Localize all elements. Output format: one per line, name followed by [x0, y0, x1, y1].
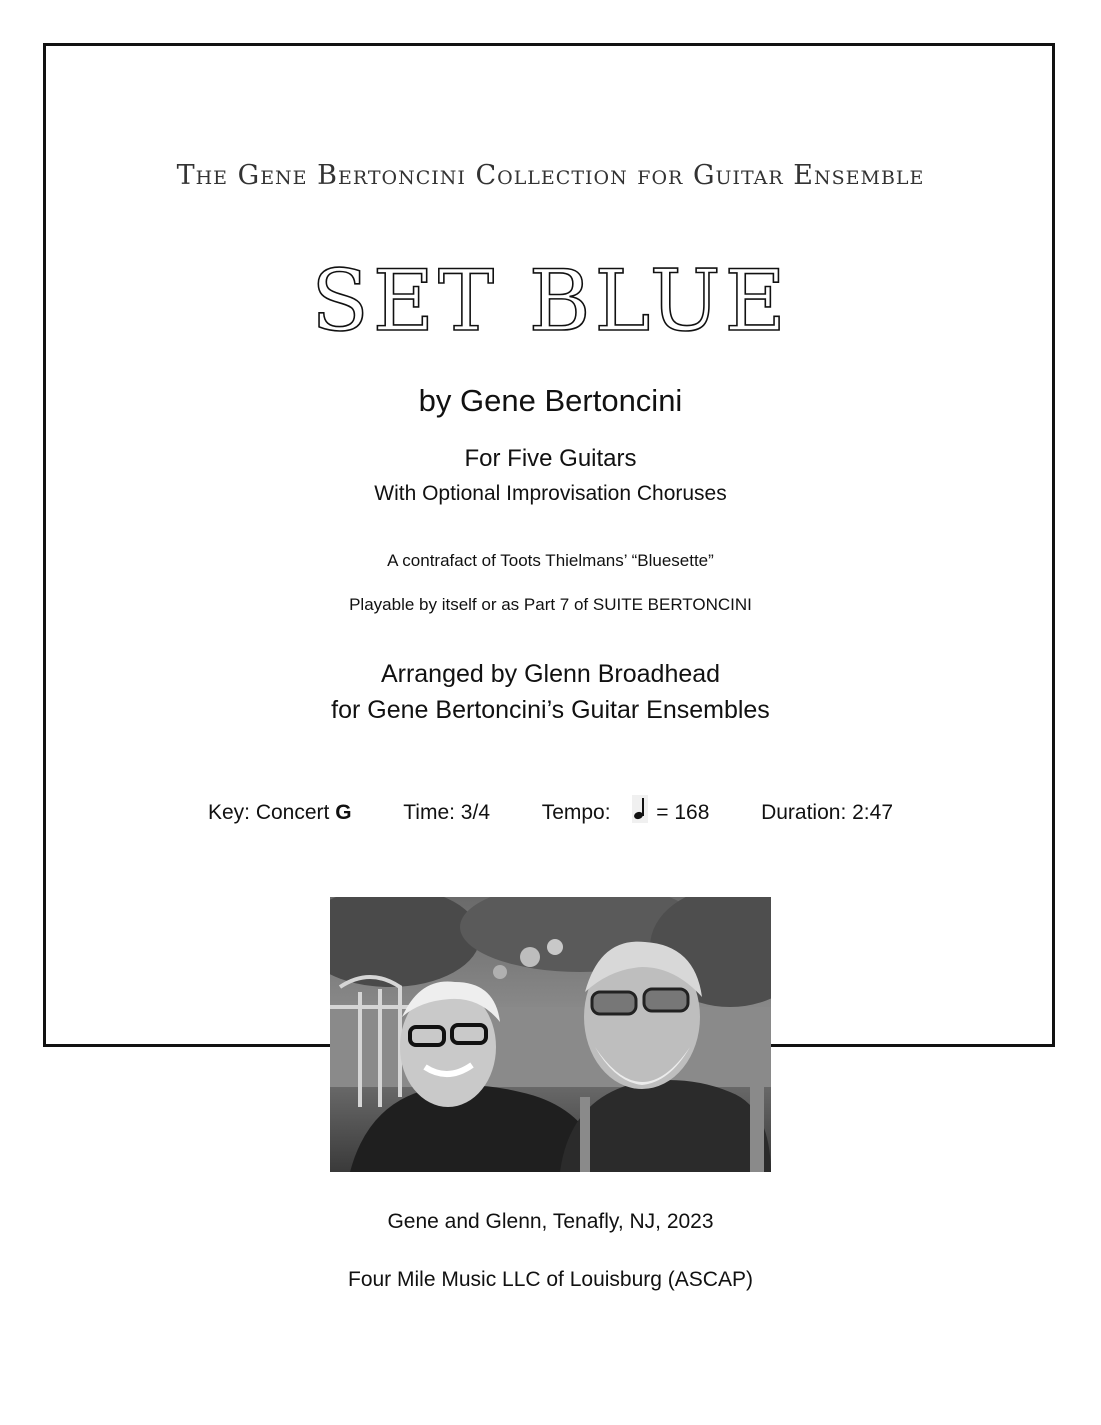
tempo-value: = 168 [656, 801, 710, 824]
collection-heading: The Gene Bertoncini Collection for Guitar Ensemble [176, 160, 925, 191]
contrafact-note: A contrafact of Toots Thielmans’ “Bluesette” [387, 551, 714, 570]
piece-info-row [0, 795, 1101, 825]
suite-note: Playable by itself or as Part 7 of SUITE BERTONCINI [349, 595, 752, 614]
photo-caption: Gene and Glenn, Tenafly, NJ, 2023 [387, 1210, 714, 1233]
optional-choruses-note: With Optional Improvisation Choruses [374, 482, 727, 505]
instrumentation: For Five Guitars [464, 445, 637, 472]
photo-gene-and-glenn [330, 897, 771, 1172]
duration: Duration: 2:47 [761, 801, 893, 824]
tempo-label: Tempo: [541, 801, 611, 824]
arranger-purpose: for Gene Bertoncini’s Guitar Ensembles [331, 696, 770, 724]
key-label: Key: Concert [207, 801, 330, 824]
time-signature: Time: 3/4 [403, 801, 490, 824]
arranger-credit: Arranged by Glenn Broadhead [380, 660, 721, 688]
piece-title: SET BLUE [311, 252, 790, 350]
key-value: G [335, 801, 352, 824]
publisher-credit: Four Mile Music LLC of Louisburg (ASCAP) [348, 1268, 753, 1291]
quarter-note-icon [632, 795, 648, 823]
composer-credit: by Gene Bertoncini [418, 383, 683, 418]
